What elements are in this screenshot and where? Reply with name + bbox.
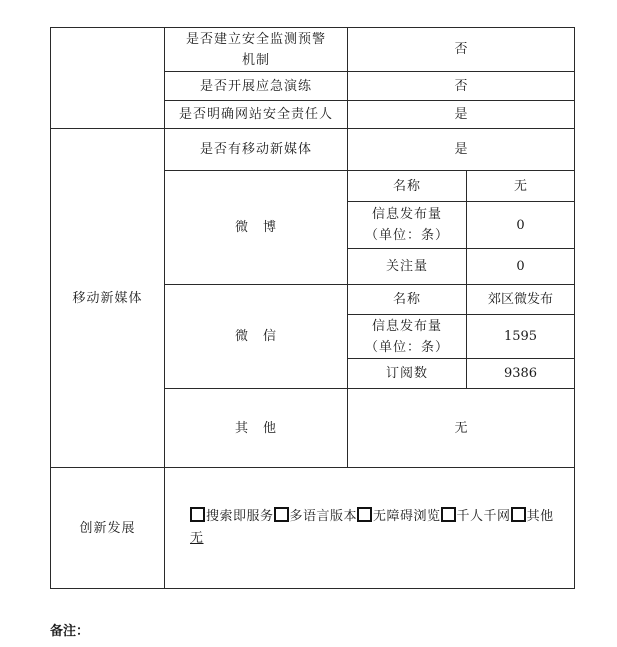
wechat-posts-value: 1595	[503, 329, 538, 344]
has-mobile-media-label: 是否有移动新媒体	[199, 142, 312, 157]
weibo-follow-label: 关注量	[385, 259, 428, 274]
weibo-label: 微 博	[234, 220, 277, 235]
warning-mechanism-value: 否	[454, 42, 468, 57]
weibo-posts-value: 0	[516, 217, 525, 233]
accessibility-checkbox[interactable]	[357, 507, 372, 522]
multilingual-checkbox[interactable]	[274, 507, 289, 522]
emergency-drill-value: 否	[454, 78, 468, 94]
weibo-name-value: 无	[513, 178, 527, 194]
warning-mechanism-label: 是否建立安全监测预警机制	[185, 31, 326, 68]
remarks-label: 备注：	[50, 624, 90, 639]
search-service-option: 搜索即服务	[206, 509, 274, 524]
search-service-checkbox[interactable]	[190, 507, 205, 522]
table-line	[50, 588, 575, 589]
other-option: 其他	[526, 509, 554, 524]
other-innovation-value: 无	[190, 531, 204, 546]
has-mobile-media-value: 是	[454, 142, 468, 157]
weibo-follow-value: 0	[516, 259, 525, 274]
other-checkbox[interactable]	[511, 507, 526, 522]
other-value: 无	[454, 420, 468, 436]
wechat-subs-value: 9386	[503, 366, 538, 381]
security-responsible-value: 是	[454, 107, 468, 122]
wechat-subs-label: 订阅数	[385, 366, 428, 381]
innovation-options	[190, 506, 570, 550]
wechat-name-value: 郊区微发布	[487, 292, 553, 307]
wechat-name-label: 名称	[392, 292, 421, 307]
innovation-section-label: 创新发展	[79, 520, 136, 536]
wechat-label: 微 信	[234, 329, 277, 344]
weibo-name-label: 名称	[392, 178, 421, 194]
personalized-option: 千人千网	[456, 509, 511, 524]
mobile-media-section-label: 移动新媒体	[72, 290, 143, 306]
wechat-posts-label: 信息发布量（单位：条）	[364, 318, 449, 355]
personalized-checkbox[interactable]	[441, 507, 456, 522]
emergency-drill-label: 是否开展应急演练	[199, 78, 312, 94]
table-line	[574, 27, 575, 589]
weibo-posts-label: 信息发布量（单位：条）	[364, 207, 449, 243]
other-label: 其 他	[234, 420, 277, 436]
accessibility-option: 无障碍浏览	[373, 509, 441, 524]
multilingual-option: 多语言版本	[289, 509, 358, 524]
security-responsible-label: 是否明确网站安全责任人	[178, 107, 333, 122]
